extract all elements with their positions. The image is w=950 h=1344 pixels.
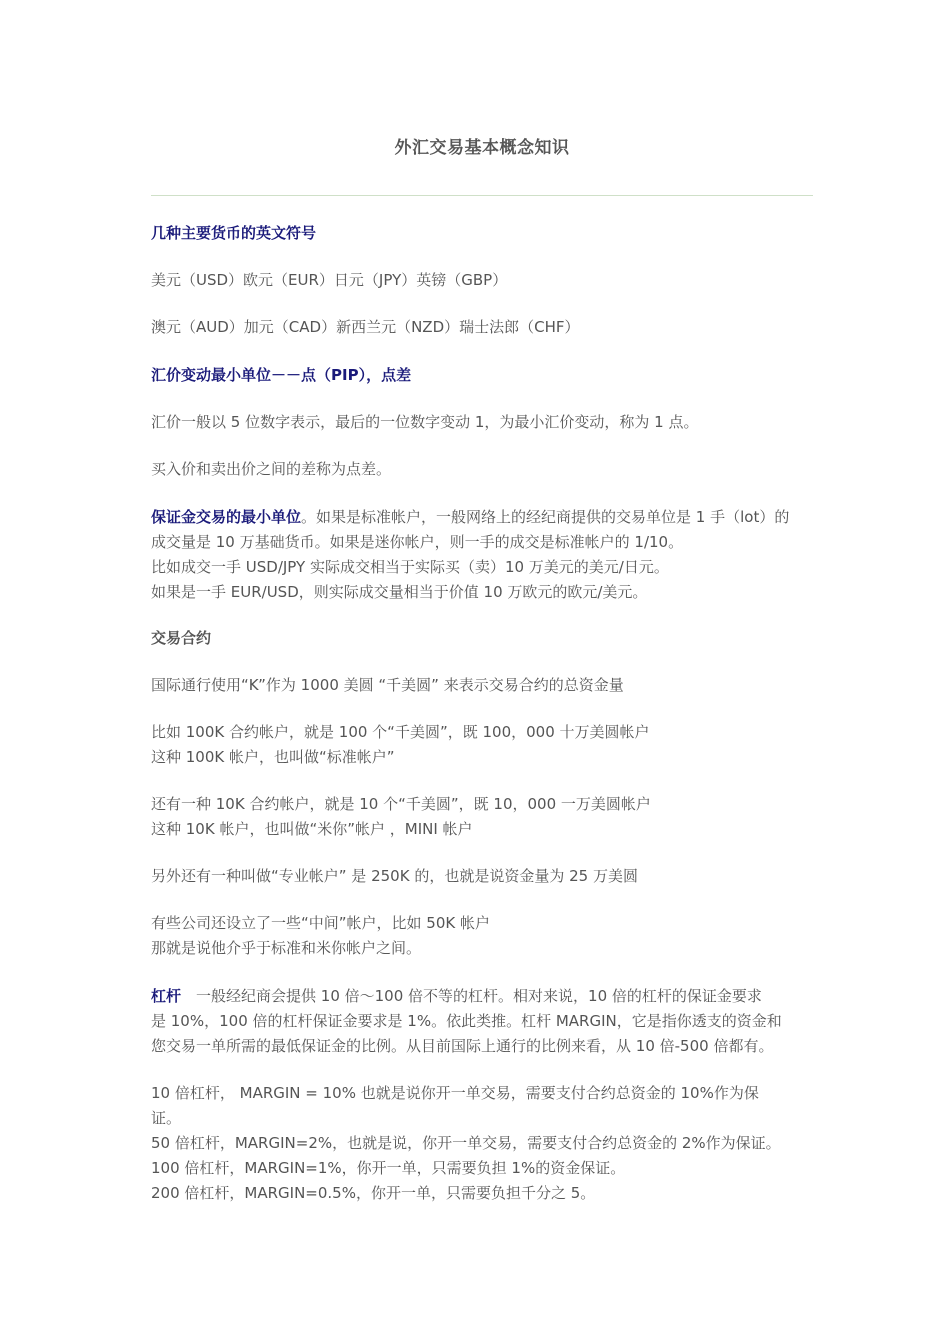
currency-line-2: 澳元（AUD）加元（CAD）新西兰元（NZD）瑞士法郎（CHF） bbox=[151, 318, 580, 336]
section-heading-contract: 交易合约 bbox=[151, 629, 212, 647]
leverage-line-2: 是 10%，100 倍的杠杆保证金要求是 1%。依此类推。杠杆 MARGIN，它是指你透支的资金和 bbox=[151, 1012, 782, 1030]
margin-unit-line-1 bbox=[151, 505, 813, 530]
margin-unit-line-4: 如果是一手 EUR/USD，则实际成交量相当于价值 10 万欧元的欧元/美元。 bbox=[151, 583, 648, 601]
page-title: 外汇交易基本概念知识 bbox=[394, 138, 570, 158]
spread-paragraph: 买入价和卖出价之间的差称为点差。 bbox=[151, 460, 392, 478]
section-heading-pip: 汇价变动最小单位－－点（PIP），点差 bbox=[151, 366, 412, 384]
leverage-line-1-text: 一般经纪商会提供 10 倍～100 倍不等的杠杆。相对来说，10 倍的杠杆的保证金要求 bbox=[181, 987, 762, 1005]
contract-line-8: 那就是说他介乎于标准和米你帐户之间。 bbox=[151, 939, 422, 957]
title-divider bbox=[151, 195, 813, 196]
leverage-line-5: 证。 bbox=[151, 1109, 182, 1127]
contract-line-3: 这种 100K 帐户，也叫做“标准帐户” bbox=[151, 748, 395, 766]
contract-line-7: 有些公司还设立了一些“中间”帐户，比如 50K 帐户 bbox=[151, 914, 491, 932]
margin-unit-lead: 保证金交易的最小单位 bbox=[151, 508, 302, 526]
leverage-line-1 bbox=[151, 984, 813, 1009]
contract-line-4: 还有一种 10K 合约帐户，就是 10 个“千美圆”，既 10，000 一万美圆帐户 bbox=[151, 795, 651, 813]
currency-line-1: 美元（USD）欧元（EUR）日元（JPY）英镑（GBP） bbox=[151, 271, 508, 289]
section-heading-currency-symbols: 几种主要货币的英文符号 bbox=[151, 224, 317, 242]
leverage-line-3: 您交易一单所需的最低保证金的比例。从目前国际上通行的比例来看，从 10 倍-500 倍都有。 bbox=[151, 1037, 774, 1055]
margin-unit-line-2: 成交量是 10 万基础货币。如果是迷你帐户，则一手的成交是标准帐户的 1/10。 bbox=[151, 533, 684, 551]
leverage-line-7: 100 倍杠杆，MARGIN=1%，你开一单，只需要负担 1%的资金保证。 bbox=[151, 1159, 626, 1177]
margin-unit-line-3: 比如成交一手 USD/JPY 实际成交相当于实际买（卖）10 万美元的美元/日元。 bbox=[151, 558, 669, 576]
leverage-line-8: 200 倍杠杆，MARGIN=0.5%，你开一单，只需要负担千分之 5。 bbox=[151, 1184, 596, 1202]
leverage-line-6: 50 倍杠杆，MARGIN=2%，也就是说，你开一单交易，需要支付合约总资金的 2%作为保证。 bbox=[151, 1134, 781, 1152]
leverage-lead: 杠杆 bbox=[151, 987, 182, 1005]
pip-paragraph: 汇价一般以 5 位数字表示，最后的一位数字变动 1，为最小汇价变动，称为 1 点。 bbox=[151, 413, 699, 431]
contract-line-6: 另外还有一种叫做“专业帐户” 是 250K 的，也就是说资金量为 25 万美圆 bbox=[151, 867, 638, 885]
leverage-line-4: 10 倍杠杆， MARGIN = 10% 也就是说你开一单交易，需要支付合约总资金的 10%作为保 bbox=[151, 1084, 759, 1102]
contract-line-5: 这种 10K 帐户，也叫做“米你”帐户 ，MINI 帐户 bbox=[151, 820, 473, 838]
contract-line-2: 比如 100K 合约帐户，就是 100 个“千美圆”，既 100，000 十万美圆帐户 bbox=[151, 723, 650, 741]
contract-line-1: 国际通行使用“K”作为 1000 美圆 “千美圆” 来表示交易合约的总资金量 bbox=[151, 676, 624, 694]
margin-unit-line-1-text: 。如果是标准帐户，一般网络上的经纪商提供的交易单位是 1 手（lot）的 bbox=[301, 508, 790, 526]
